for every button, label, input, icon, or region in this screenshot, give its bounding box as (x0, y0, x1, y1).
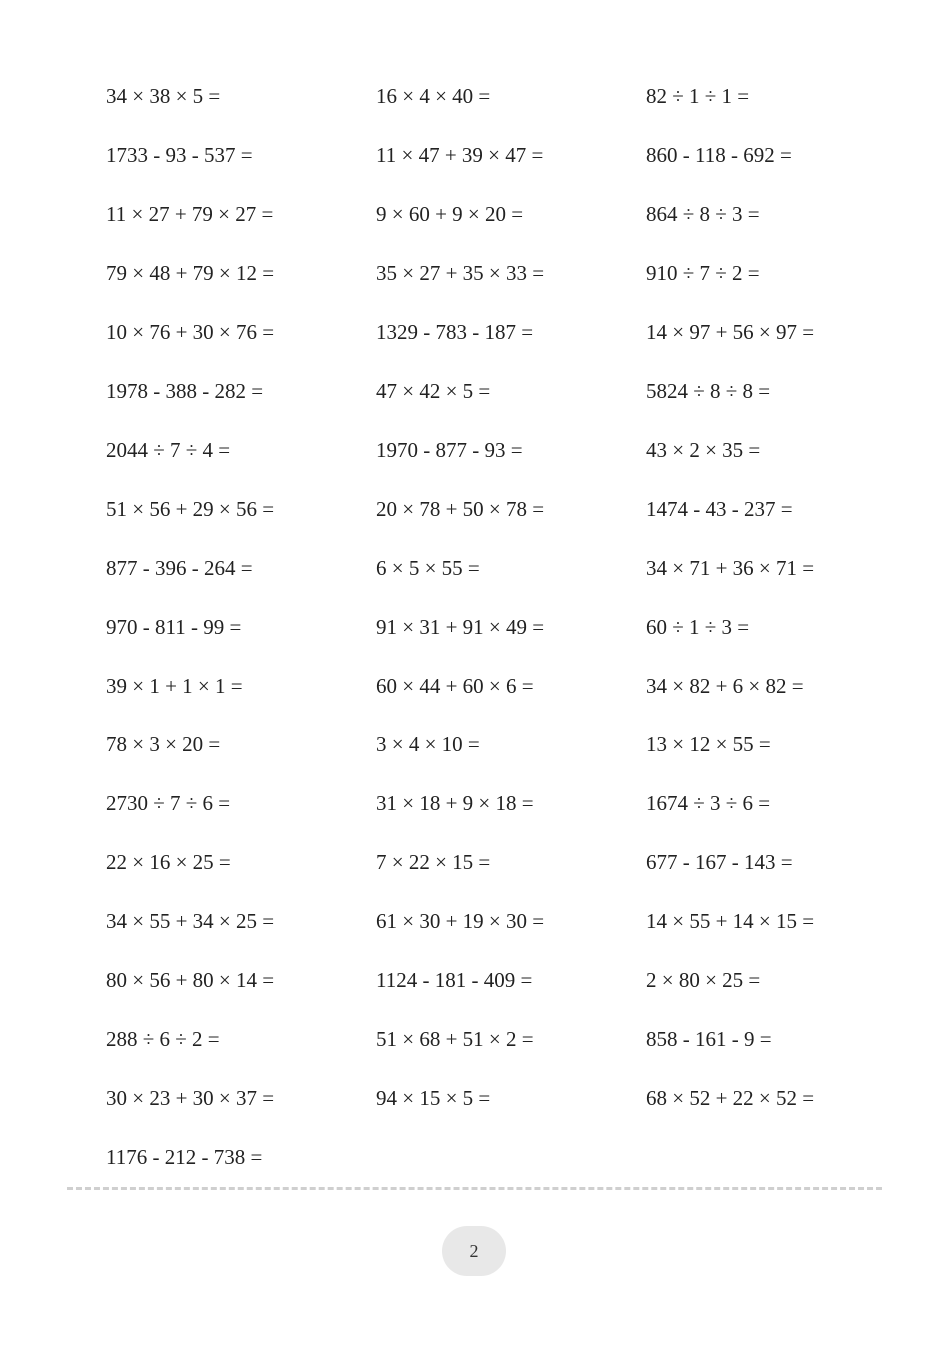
math-problem: 39 × 1 + 1 × 1 = (106, 673, 243, 698)
math-problem: 288 ÷ 6 ÷ 2 = (106, 1027, 220, 1052)
math-problem: 79 × 48 + 79 × 12 = (106, 260, 275, 285)
math-problem: 3 × 4 × 10 = (376, 732, 480, 757)
math-problem: 5824 ÷ 8 ÷ 8 = (646, 378, 771, 403)
math-problem: 1176 - 212 - 738 = (106, 1145, 263, 1170)
math-problem: 910 ÷ 7 ÷ 2 = (646, 260, 760, 285)
math-problem: 51 × 56 + 29 × 56 = (106, 496, 275, 521)
math-problem: 6 × 5 × 55 = (376, 555, 480, 580)
math-problem: 16 × 4 × 40 = (376, 84, 491, 108)
math-problem: 1978 - 388 - 282 = (106, 378, 264, 403)
math-problem: 14 × 97 + 56 × 97 = (646, 319, 815, 344)
math-problem: 2 × 80 × 25 = (646, 968, 761, 993)
math-problem: 34 × 82 + 6 × 82 = (646, 673, 804, 698)
math-problem: 877 - 396 - 264 = (106, 555, 253, 580)
math-problem: 91 × 31 + 91 × 49 = (376, 614, 545, 639)
math-problem: 60 × 44 + 60 × 6 = (376, 673, 534, 698)
math-problem: 2730 ÷ 7 ÷ 6 = (106, 791, 231, 816)
math-problem: 858 - 161 - 9 = (646, 1027, 772, 1052)
math-problem: 1970 - 877 - 93 = (376, 437, 523, 462)
math-problem: 970 - 811 - 99 = (106, 614, 242, 639)
page-number-badge (442, 1226, 506, 1276)
math-problem: 34 × 71 + 36 × 71 = (646, 555, 815, 580)
math-problem: 47 × 42 × 5 = (376, 378, 491, 403)
math-problem: 51 × 68 + 51 × 2 = (376, 1027, 534, 1052)
math-problem: 1474 - 43 - 237 = (646, 496, 793, 521)
math-problem: 1124 - 181 - 409 = (376, 968, 533, 993)
math-problem: 35 × 27 + 35 × 33 = (376, 260, 545, 285)
math-problem: 34 × 38 × 5 = (106, 84, 221, 108)
math-problem: 61 × 30 + 19 × 30 = (376, 909, 545, 934)
math-problem: 43 × 2 × 35 = (646, 437, 761, 462)
math-problem: 14 × 55 + 14 × 15 = (646, 909, 815, 934)
math-problem: 9 × 60 + 9 × 20 = (376, 201, 524, 226)
math-problem: 864 ÷ 8 ÷ 3 = (646, 201, 760, 226)
math-problem: 1733 - 93 - 537 = (106, 142, 253, 167)
math-problem: 80 × 56 + 80 × 14 = (106, 968, 275, 993)
math-problem: 31 × 18 + 9 × 18 = (376, 791, 534, 816)
math-problem: 20 × 78 + 50 × 78 = (376, 496, 545, 521)
math-problem: 11 × 27 + 79 × 27 = (106, 201, 274, 226)
math-problem: 30 × 23 + 30 × 37 = (106, 1086, 275, 1111)
math-problem: 860 - 118 - 692 = (646, 142, 792, 167)
math-problem: 7 × 22 × 15 = (376, 850, 491, 875)
math-problem: 1329 - 783 - 187 = (376, 319, 534, 344)
math-problem: 1674 ÷ 3 ÷ 6 = (646, 791, 771, 816)
math-problem: 78 × 3 × 20 = (106, 732, 221, 757)
math-problem: 10 × 76 + 30 × 76 = (106, 319, 275, 344)
math-problem: 2044 ÷ 7 ÷ 4 = (106, 437, 231, 462)
math-problem: 13 × 12 × 55 = (646, 732, 771, 757)
math-problem: 94 × 15 × 5 = (376, 1086, 491, 1111)
math-problem: 34 × 55 + 34 × 25 = (106, 909, 275, 934)
math-problem: 60 ÷ 1 ÷ 3 = (646, 614, 750, 639)
math-problem: 677 - 167 - 143 = (646, 850, 793, 875)
page-number: 2 (469, 1240, 479, 1261)
math-problem: 22 × 16 × 25 = (106, 850, 231, 875)
dashed-divider (67, 1187, 882, 1190)
math-problem: 11 × 47 + 39 × 47 = (376, 142, 544, 167)
math-problem: 68 × 52 + 22 × 52 = (646, 1086, 815, 1111)
math-problem: 82 ÷ 1 ÷ 1 = (646, 84, 750, 108)
